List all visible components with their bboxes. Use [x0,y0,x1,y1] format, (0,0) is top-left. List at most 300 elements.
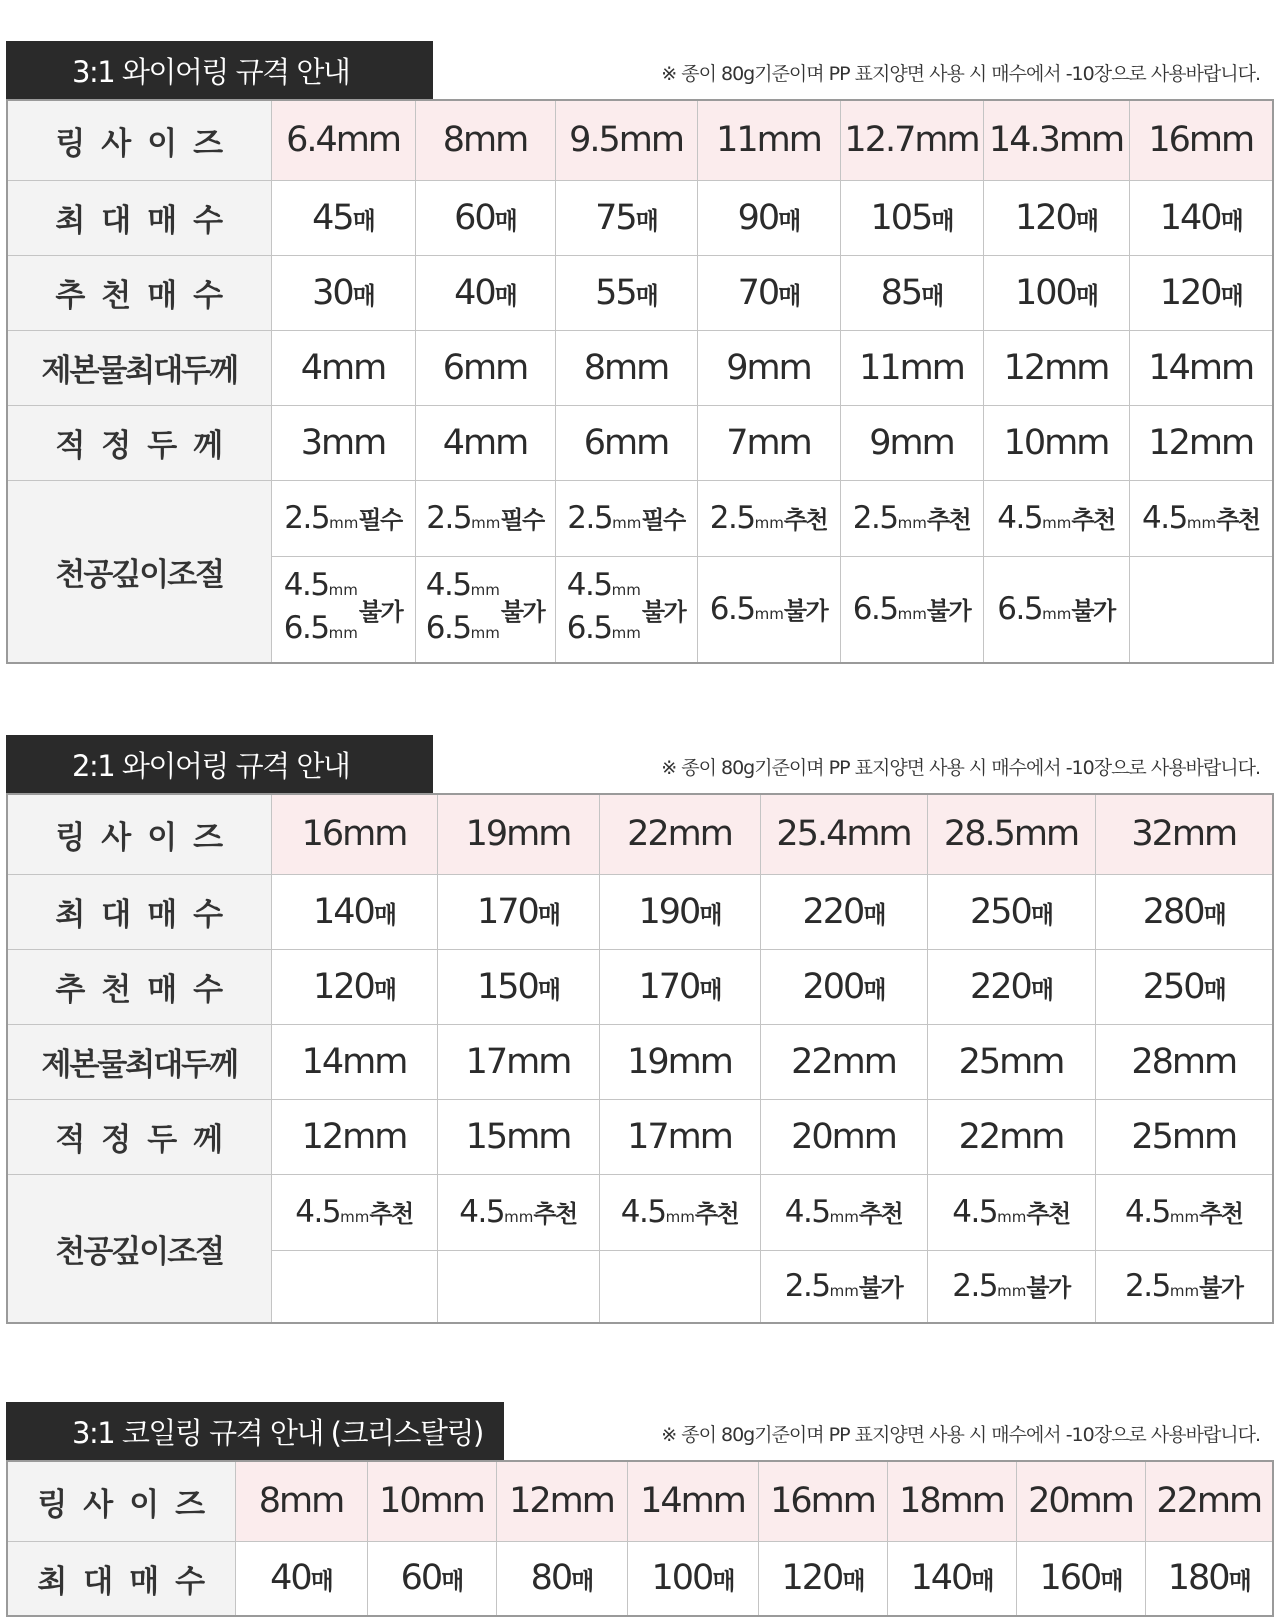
value-number: 19 [465,814,507,855]
value-unit: mm [746,422,811,463]
value-cell [983,330,1129,405]
value-number: 14.3 [988,120,1059,161]
punch-cell [840,480,983,556]
punch-status: 추천 [926,506,971,534]
value-unit: mm [506,814,571,855]
value-unit: 매 [635,206,657,235]
value-unit: mm [279,1481,344,1522]
punch-status: 추천 [1026,1200,1070,1228]
value-cell [758,1461,887,1541]
value-number: 2.5 [284,500,330,536]
punch-depth-row-top [7,1174,1273,1250]
value-cell [887,1541,1016,1616]
value-cell [840,405,983,480]
value-number: 4.5 [1142,500,1187,536]
value-unit: 매 [1220,281,1242,310]
punch-cell [437,1174,599,1250]
value-cell [437,1099,599,1174]
punch-status: 추천 [1199,1200,1243,1228]
value-unit: mm [897,605,927,624]
max-sheets-row [7,180,1273,255]
value-unit: 매 [537,975,559,1004]
value-unit: 매 [352,281,374,310]
value-unit: mm [463,120,528,161]
row-label: 최대매수 [7,180,271,255]
value-unit: mm [1188,120,1254,161]
value-number: 12 [1148,422,1189,463]
punch-cell [271,480,415,556]
value-unit: mm [831,1116,896,1157]
row-label: 링사이즈 [7,794,271,874]
punch-cell [927,1250,1095,1323]
value-unit: 매 [1100,1567,1122,1596]
spec-table [6,99,1274,664]
value-number: 170 [638,966,700,1007]
value-number: 140 [1159,197,1221,238]
value-cell [271,794,437,874]
value-number: 4.5 [295,1194,341,1230]
value-cell [697,405,840,480]
value-unit: mm [756,120,821,161]
value-unit: 매 [352,206,374,235]
value-unit: mm [897,514,927,532]
value-unit: mm [612,514,642,532]
value-cell [697,330,840,405]
punch-status: 추천 [783,506,828,534]
value-number: 90 [737,197,779,238]
value-number: 55 [595,272,636,313]
value-number: 30 [312,272,353,313]
section-note: ※ 종이 80g기준이며 PP 표지양면 사용 시 매수에서 -10장으로 사용바랍니다. [661,1424,1260,1446]
punch-cell [555,556,697,663]
value-unit: 매 [778,206,800,235]
punch-cell [1129,480,1273,556]
value-number: 16 [770,1481,811,1522]
punch-status: 추천 [369,1200,413,1228]
punch-value [567,566,641,609]
value-cell [437,874,599,949]
value-unit: mm [1169,1208,1200,1226]
value-number: 4.5 [1125,1194,1170,1230]
punch-status: 불가 [500,597,545,626]
value-unit: mm [810,1481,875,1522]
punch-status: 추천 [694,1200,739,1228]
value-number: 18 [899,1481,940,1522]
value-cell [599,874,760,949]
value-unit: 매 [699,900,721,929]
proper-thickness-row [7,405,1273,480]
value-unit: 매 [699,975,721,1004]
punch-status: 필수 [641,506,685,534]
value-unit: mm [340,1208,370,1226]
value-number: 22 [627,814,668,855]
value-number: 75 [595,197,636,238]
value-cell [927,794,1095,874]
value-cell [437,794,599,874]
value-number: 25 [1131,1116,1172,1157]
section-wire-3-1 [6,41,1274,664]
value-number: 6 [583,422,605,463]
value-cell [271,405,415,480]
value-cell [367,1461,496,1541]
value-number: 16 [1148,120,1189,161]
value-unit: mm [1068,1481,1133,1522]
value-cell [927,949,1095,1024]
value-unit: mm [999,1116,1064,1157]
value-number: 80 [530,1558,572,1599]
value-unit: mm [335,120,400,161]
value-cell [271,255,415,330]
value-number: 22 [791,1041,832,1082]
punch-status: 불가 [1199,1274,1243,1303]
row-label: 적정두께 [7,1099,271,1174]
section-title: 3:1 코일링 규격 안내 (크리스탈링) [6,1402,504,1460]
value-cell [415,100,555,180]
spec-table [6,793,1274,1324]
value-cell [1095,794,1273,874]
value-number: 250 [1142,966,1204,1007]
value-number: 22 [958,1116,1000,1157]
punch-stack [426,566,544,652]
value-number: 8 [583,347,605,388]
row-label: 추천매수 [7,255,271,330]
value-number: 190 [638,891,700,932]
value-cell [697,180,840,255]
value-cell [1095,949,1273,1024]
value-unit: 매 [712,1567,734,1596]
value-cell [1129,405,1273,480]
value-number: 2.5 [567,500,613,536]
value-number: 100 [1015,272,1076,313]
section-coil-3-1 [6,1402,1274,1617]
value-cell [927,874,1095,949]
punch-status: 불가 [1071,597,1115,626]
value-unit: mm [746,347,811,388]
value-unit: 매 [373,975,395,1004]
value-number: 6.4 [286,120,336,161]
value-number: 8 [258,1481,280,1522]
value-unit: 매 [1030,900,1052,929]
punch-status: 불가 [783,597,828,626]
value-cell [496,1461,627,1541]
punch-value [284,609,358,652]
value-number: 15 [465,1116,507,1157]
value-number: 4.5 [283,567,329,604]
value-number: 12 [301,1116,343,1157]
value-unit: mm [1171,814,1237,855]
punch-cell [927,1174,1095,1250]
value-number: 4.5 [425,567,471,604]
value-cell [1145,1461,1273,1541]
value-unit: 매 [494,281,516,310]
value-number: 150 [477,966,538,1007]
value-cell [235,1461,367,1541]
punch-cell [840,556,983,663]
max-thickness-row [7,1024,1273,1099]
punch-cell [1095,1250,1273,1323]
value-unit: mm [342,1116,407,1157]
punch-status: 불가 [858,1274,903,1303]
value-cell [271,180,415,255]
value-cell [599,949,760,1024]
value-cell [235,1541,367,1616]
punch-cell [271,1174,437,1250]
value-cell [840,255,983,330]
value-unit: mm [471,514,501,532]
punch-cell [1095,1174,1273,1250]
ring-size-row [7,1461,1273,1541]
section-wire-2-1 [6,735,1274,1324]
value-cell [627,1461,758,1541]
value-cell [1129,330,1273,405]
value-number: 28 [1131,1041,1172,1082]
value-cell [271,874,437,949]
value-unit: 매 [1203,900,1225,929]
punch-cell [697,556,840,663]
value-number: 4.5 [459,1194,505,1230]
value-unit: mm [1196,1481,1262,1522]
value-number: 220 [802,891,864,932]
value-number: 40 [454,272,495,313]
punch-status: 불가 [926,597,971,626]
max-sheets-row [7,1541,1273,1616]
value-unit: mm [754,514,784,532]
value-cell [1095,1024,1273,1099]
value-number: 6 [442,347,464,388]
value-cell [840,100,983,180]
value-unit: mm [321,422,386,463]
value-unit: 매 [571,1567,593,1596]
value-cell [1129,180,1273,255]
punch-cell [271,1250,437,1323]
value-number: 6.5 [425,610,471,647]
value-unit: mm [1044,347,1109,388]
value-number: 20 [791,1116,832,1157]
value-cell [1016,1541,1145,1616]
value-unit: 매 [1075,206,1097,235]
value-unit: mm [1188,347,1254,388]
value-number: 105 [870,197,932,238]
value-cell [760,949,927,1024]
value-unit: mm [463,347,528,388]
value-number: 4.5 [997,500,1043,536]
value-unit: mm [1044,422,1109,463]
value-unit: mm [1042,514,1072,532]
value-unit: mm [667,814,732,855]
value-unit: mm [999,1041,1064,1082]
value-number: 6.5 [709,591,755,628]
punch-status: 불가 [1026,1274,1070,1303]
value-unit: mm [829,1282,859,1301]
row-label: 적정두께 [7,405,271,480]
value-number: 85 [880,272,922,313]
value-unit: mm [604,422,669,463]
punch-cell [437,1250,599,1323]
value-unit: mm [618,120,683,161]
value-number: 6.5 [997,591,1043,628]
value-number: 10 [379,1481,420,1522]
value-unit: mm [463,422,528,463]
value-unit: 매 [1203,975,1225,1004]
value-unit: mm [899,347,964,388]
section-note: ※ 종이 80g기준이며 PP 표지양면 사용 시 매수에서 -10장으로 사용바랍니다. [661,63,1260,85]
value-unit: mm [754,605,784,624]
section-title: 2:1 와이어링 규격 안내 [6,735,433,793]
value-cell [983,255,1129,330]
punch-cell [599,1250,760,1323]
value-number: 170 [477,891,538,932]
punch-status: 추천 [533,1200,577,1228]
value-number: 70 [737,272,779,313]
value-number: 7 [726,422,747,463]
value-cell [760,1099,927,1174]
value-unit: 매 [971,1567,993,1596]
value-unit: 매 [310,1567,332,1596]
punch-status: 불가 [358,597,403,626]
value-cell [496,1541,627,1616]
value-cell [760,1024,927,1099]
value-unit: 매 [441,1567,463,1596]
value-cell [1129,100,1273,180]
value-number: 2.5 [952,1268,998,1305]
value-number: 160 [1039,1558,1101,1599]
punch-value [284,566,358,609]
punch-value [426,609,500,652]
value-cell [1016,1461,1145,1541]
value-unit: mm [914,120,979,161]
value-number: 4.5 [784,1194,830,1230]
value-number: 14 [301,1041,343,1082]
value-cell [599,1099,760,1174]
value-number: 14 [1148,347,1189,388]
value-unit: mm [667,1116,732,1157]
value-cell [271,330,415,405]
value-number: 120 [1015,197,1076,238]
value-unit: mm [321,347,386,388]
value-unit: mm [846,814,911,855]
value-unit: mm [470,581,500,600]
value-number: 25 [958,1041,1000,1082]
punch-cell [1129,556,1273,663]
value-unit: 매 [635,281,657,310]
ring-size-row [7,100,1273,180]
value-cell [840,180,983,255]
row-label: 제본물최대두께 [7,330,271,405]
value-cell [1145,1541,1273,1616]
value-cell [271,100,415,180]
value-unit: mm [604,347,669,388]
value-cell [1095,1099,1273,1174]
value-number: 2.5 [709,500,755,536]
max-thickness-row [7,330,1273,405]
value-number: 280 [1142,891,1204,932]
value-number: 120 [313,966,374,1007]
value-number: 4.5 [620,1194,666,1230]
value-unit: 매 [373,900,395,929]
value-number: 17 [465,1041,507,1082]
value-unit: mm [829,1208,859,1226]
value-cell [760,874,927,949]
punch-status: 추천 [858,1200,903,1228]
value-cell [555,100,697,180]
value-unit: mm [506,1041,571,1082]
value-unit: mm [889,422,954,463]
value-number: 22 [1156,1481,1197,1522]
section-title: 3:1 와이어링 규격 안내 [6,41,433,99]
value-number: 20 [1028,1481,1069,1522]
value-unit: mm [342,814,407,855]
value-cell [627,1541,758,1616]
value-unit: mm [506,1116,571,1157]
value-number: 25.4 [776,814,847,855]
value-number: 250 [970,891,1031,932]
punch-value [426,566,500,609]
value-unit: 매 [1075,281,1097,310]
row-label: 최대매수 [7,1541,235,1616]
value-unit: mm [342,1041,407,1082]
value-unit: 매 [921,281,943,310]
value-number: 100 [651,1558,713,1599]
value-number: 6.5 [566,610,612,647]
value-number: 9.5 [569,120,619,161]
proper-thickness-row [7,1099,1273,1174]
punch-cell [760,1250,927,1323]
value-number: 6.5 [852,591,898,628]
value-number: 14 [640,1481,681,1522]
recommended-sheets-row [7,949,1273,1024]
punch-depth-row-top [7,480,1273,556]
value-cell [415,180,555,255]
value-cell [983,180,1129,255]
row-label: 제본물최대두께 [7,1024,271,1099]
value-number: 6.5 [283,610,329,647]
punch-status: 추천 [1071,506,1115,534]
value-number: 140 [313,891,374,932]
value-number: 12 [509,1481,550,1522]
value-number: 2.5 [426,500,472,536]
value-unit: 매 [863,900,885,929]
value-cell [599,794,760,874]
value-unit: mm [611,581,641,600]
value-number: 10 [1003,422,1045,463]
value-number: 9 [726,347,747,388]
value-unit: mm [419,1481,484,1522]
value-cell [927,1099,1095,1174]
value-unit: 매 [778,281,800,310]
value-number: 12.7 [844,120,915,161]
value-number: 32 [1131,814,1172,855]
value-unit: mm [328,581,358,600]
value-number: 40 [270,1558,311,1599]
value-unit: 매 [494,206,516,235]
value-cell [599,1024,760,1099]
value-cell [415,255,555,330]
value-number: 16 [301,814,343,855]
value-unit: mm [1171,1041,1237,1082]
punch-cell [760,1174,927,1250]
row-label: 링사이즈 [7,100,271,180]
punch-cell [983,556,1129,663]
value-unit: 매 [863,975,885,1004]
value-unit: mm [470,624,500,643]
punch-status: 필수 [500,506,544,534]
punch-stack [284,566,402,652]
value-unit: 매 [931,206,953,235]
value-number: 200 [802,966,864,1007]
value-number: 19 [627,1041,668,1082]
value-number: 11 [859,347,900,388]
value-cell [367,1541,496,1616]
